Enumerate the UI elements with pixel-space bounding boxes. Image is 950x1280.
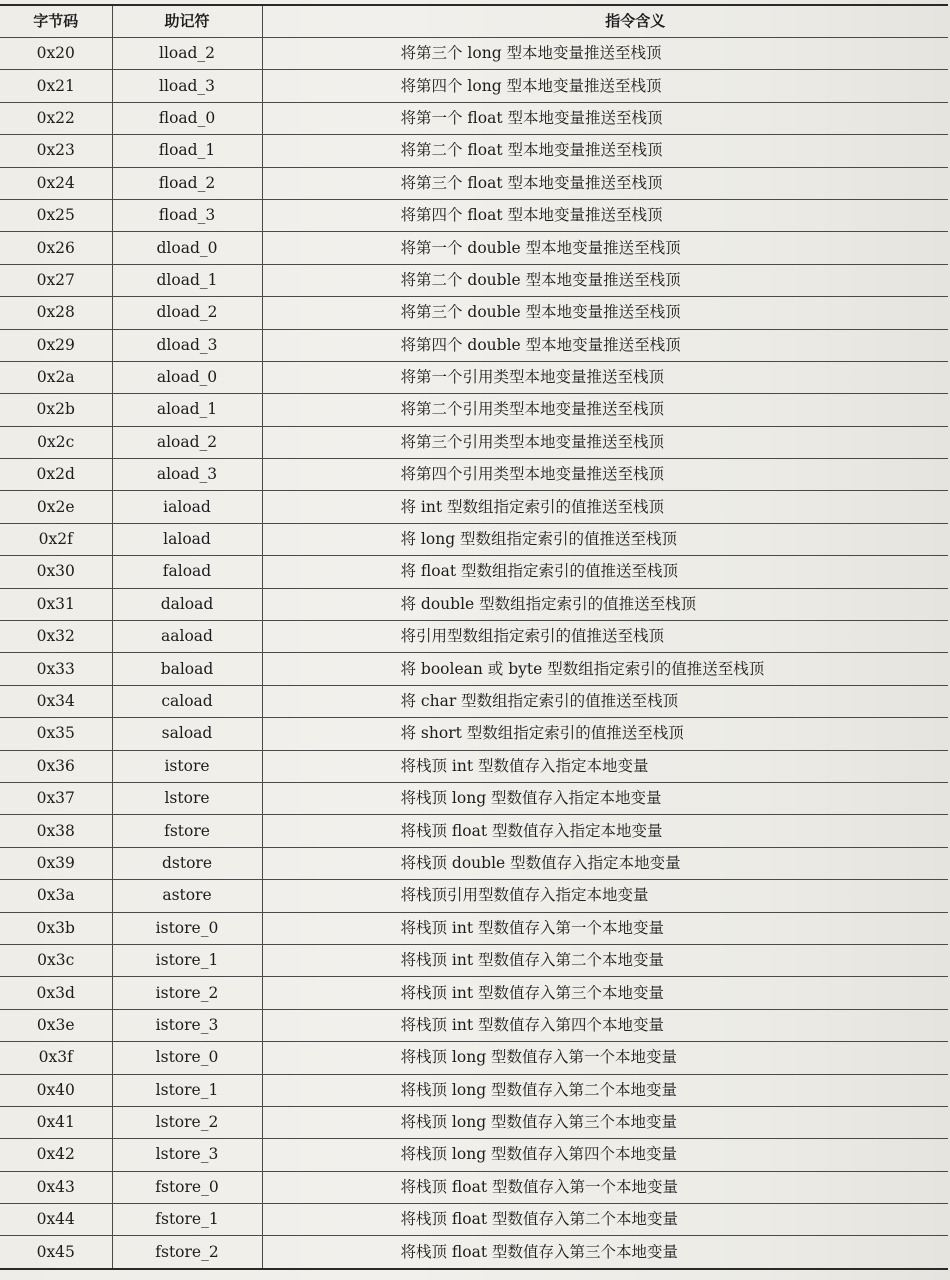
- mnemonic-cell: istore: [112, 750, 262, 782]
- bytecode-cell: 0x20: [0, 38, 112, 70]
- mnemonic-cell: iaload: [112, 491, 262, 523]
- meaning-cell: 将栈顶 double 型数值存入指定本地变量: [262, 847, 948, 879]
- meaning-cell: 将栈顶 int 型数值存入第二个本地变量: [262, 944, 948, 976]
- mnemonic-cell: lstore_1: [112, 1074, 262, 1106]
- meaning-cell: 将第四个 long 型本地变量推送至栈顶: [262, 70, 948, 102]
- table-row: [0, 588, 948, 620]
- bytecode-cell: 0x44: [0, 1204, 112, 1236]
- table-row: [0, 167, 948, 199]
- bytecode-cell: 0x28: [0, 297, 112, 329]
- bytecode-cell: 0x3c: [0, 944, 112, 976]
- meaning-cell: 将栈顶 long 型数值存入第二个本地变量: [262, 1074, 948, 1106]
- table-row: [0, 264, 948, 296]
- meaning-cell: 将 int 型数组指定索引的值推送至栈顶: [262, 491, 948, 523]
- table-row: [0, 1009, 948, 1041]
- header-mnemonic: 助记符: [112, 5, 262, 38]
- bytecode-cell: 0x35: [0, 718, 112, 750]
- meaning-cell: 将第四个 float 型本地变量推送至栈顶: [262, 199, 948, 231]
- bytecode-cell: 0x2c: [0, 426, 112, 458]
- meaning-cell: 将第二个 float 型本地变量推送至栈顶: [262, 135, 948, 167]
- table-row: [0, 1042, 948, 1074]
- meaning-cell: 将第二个 double 型本地变量推送至栈顶: [262, 264, 948, 296]
- bytecode-cell: 0x33: [0, 653, 112, 685]
- table-row: [0, 361, 948, 393]
- bytecode-cell: 0x24: [0, 167, 112, 199]
- bytecode-cell: 0x3d: [0, 977, 112, 1009]
- meaning-cell: 将第三个 float 型本地变量推送至栈顶: [262, 167, 948, 199]
- meaning-cell: 将第四个 double 型本地变量推送至栈顶: [262, 329, 948, 361]
- bytecode-cell: 0x23: [0, 135, 112, 167]
- meaning-cell: 将栈顶 int 型数值存入指定本地变量: [262, 750, 948, 782]
- table-row: [0, 750, 948, 782]
- table-row: [0, 977, 948, 1009]
- mnemonic-cell: aaload: [112, 621, 262, 653]
- table-row: [0, 491, 948, 523]
- bytecode-cell: 0x3e: [0, 1009, 112, 1041]
- mnemonic-cell: fstore_0: [112, 1171, 262, 1203]
- meaning-cell: 将栈顶 int 型数值存入第一个本地变量: [262, 912, 948, 944]
- meaning-cell: 将 char 型数组指定索引的值推送至栈顶: [262, 685, 948, 717]
- bytecode-cell: 0x38: [0, 815, 112, 847]
- meaning-cell: 将第三个 double 型本地变量推送至栈顶: [262, 297, 948, 329]
- header-meaning: 指令含义: [262, 5, 948, 38]
- table-row: [0, 1236, 948, 1269]
- bytecode-cell: 0x37: [0, 782, 112, 814]
- mnemonic-cell: istore_2: [112, 977, 262, 1009]
- table-row: [0, 912, 948, 944]
- bytecode-cell: 0x2d: [0, 459, 112, 491]
- meaning-cell: 将 double 型数组指定索引的值推送至栈顶: [262, 588, 948, 620]
- table-row: [0, 1171, 948, 1203]
- mnemonic-cell: fstore_2: [112, 1236, 262, 1269]
- mnemonic-cell: dload_3: [112, 329, 262, 361]
- meaning-cell: 将栈顶引用型数值存入指定本地变量: [262, 880, 948, 912]
- meaning-cell: 将第四个引用类型本地变量推送至栈顶: [262, 459, 948, 491]
- bytecode-cell: 0x34: [0, 685, 112, 717]
- bytecode-cell: 0x21: [0, 70, 112, 102]
- table-row: [0, 815, 948, 847]
- mnemonic-cell: lstore_0: [112, 1042, 262, 1074]
- header-bytecode: 字节码: [0, 5, 112, 38]
- meaning-cell: 将 boolean 或 byte 型数组指定索引的值推送至栈顶: [262, 653, 948, 685]
- meaning-cell: 将栈顶 long 型数值存入第一个本地变量: [262, 1042, 948, 1074]
- meaning-cell: 将第一个 float 型本地变量推送至栈顶: [262, 102, 948, 134]
- mnemonic-cell: istore_1: [112, 944, 262, 976]
- table-row: [0, 232, 948, 264]
- meaning-cell: 将第一个 double 型本地变量推送至栈顶: [262, 232, 948, 264]
- table-header-row: [0, 5, 948, 38]
- table-row: [0, 782, 948, 814]
- bytecode-cell: 0x41: [0, 1106, 112, 1138]
- mnemonic-cell: istore_3: [112, 1009, 262, 1041]
- meaning-cell: 将栈顶 int 型数值存入第三个本地变量: [262, 977, 948, 1009]
- mnemonic-cell: aload_1: [112, 394, 262, 426]
- mnemonic-cell: baload: [112, 653, 262, 685]
- bytecode-cell: 0x2a: [0, 361, 112, 393]
- mnemonic-cell: fload_3: [112, 199, 262, 231]
- bytecode-cell: 0x3b: [0, 912, 112, 944]
- mnemonic-cell: lstore_2: [112, 1106, 262, 1138]
- mnemonic-cell: laload: [112, 523, 262, 555]
- mnemonic-cell: daload: [112, 588, 262, 620]
- meaning-cell: 将栈顶 long 型数值存入第三个本地变量: [262, 1106, 948, 1138]
- mnemonic-cell: lstore: [112, 782, 262, 814]
- bytecode-cell: 0x39: [0, 847, 112, 879]
- meaning-cell: 将栈顶 long 型数值存入第四个本地变量: [262, 1139, 948, 1171]
- meaning-cell: 将第二个引用类型本地变量推送至栈顶: [262, 394, 948, 426]
- mnemonic-cell: saload: [112, 718, 262, 750]
- bytecode-cell: 0x2b: [0, 394, 112, 426]
- meaning-cell: 将栈顶 float 型数值存入第三个本地变量: [262, 1236, 948, 1269]
- table-row: [0, 135, 948, 167]
- bytecode-cell: 0x29: [0, 329, 112, 361]
- mnemonic-cell: aload_2: [112, 426, 262, 458]
- mnemonic-cell: lload_3: [112, 70, 262, 102]
- mnemonic-cell: fload_2: [112, 167, 262, 199]
- meaning-cell: 将栈顶 float 型数值存入第一个本地变量: [262, 1171, 948, 1203]
- bytecode-cell: 0x32: [0, 621, 112, 653]
- mnemonic-cell: istore_0: [112, 912, 262, 944]
- bytecode-cell: 0x26: [0, 232, 112, 264]
- opcode-table: [0, 4, 948, 1270]
- mnemonic-cell: caload: [112, 685, 262, 717]
- meaning-cell: 将栈顶 int 型数值存入第四个本地变量: [262, 1009, 948, 1041]
- table-row: [0, 685, 948, 717]
- table-row: [0, 523, 948, 555]
- table-row: [0, 102, 948, 134]
- table-row: [0, 199, 948, 231]
- mnemonic-cell: aload_3: [112, 459, 262, 491]
- mnemonic-cell: fstore_1: [112, 1204, 262, 1236]
- meaning-cell: 将引用型数组指定索引的值推送至栈顶: [262, 621, 948, 653]
- meaning-cell: 将 float 型数组指定索引的值推送至栈顶: [262, 556, 948, 588]
- mnemonic-cell: fload_1: [112, 135, 262, 167]
- mnemonic-cell: dload_2: [112, 297, 262, 329]
- table-row: [0, 1204, 948, 1236]
- bytecode-cell: 0x27: [0, 264, 112, 296]
- bytecode-cell: 0x3f: [0, 1042, 112, 1074]
- table-row: [0, 847, 948, 879]
- bytecode-cell: 0x43: [0, 1171, 112, 1203]
- meaning-cell: 将第三个 long 型本地变量推送至栈顶: [262, 38, 948, 70]
- table-row: [0, 38, 948, 70]
- table-row: [0, 1139, 948, 1171]
- meaning-cell: 将第三个引用类型本地变量推送至栈顶: [262, 426, 948, 458]
- bytecode-cell: 0x45: [0, 1236, 112, 1269]
- table-row: [0, 329, 948, 361]
- meaning-cell: 将 short 型数组指定索引的值推送至栈顶: [262, 718, 948, 750]
- bytecode-cell: 0x36: [0, 750, 112, 782]
- mnemonic-cell: lload_2: [112, 38, 262, 70]
- table-row: [0, 653, 948, 685]
- mnemonic-cell: aload_0: [112, 361, 262, 393]
- table-row: [0, 718, 948, 750]
- table-row: [0, 556, 948, 588]
- mnemonic-cell: dload_1: [112, 264, 262, 296]
- mnemonic-cell: fstore: [112, 815, 262, 847]
- meaning-cell: 将栈顶 float 型数值存入第二个本地变量: [262, 1204, 948, 1236]
- meaning-cell: 将第一个引用类型本地变量推送至栈顶: [262, 361, 948, 393]
- bytecode-cell: 0x42: [0, 1139, 112, 1171]
- bytecode-cell: 0x22: [0, 102, 112, 134]
- mnemonic-cell: dstore: [112, 847, 262, 879]
- bytecode-cell: 0x2e: [0, 491, 112, 523]
- table-row: [0, 70, 948, 102]
- table-row: [0, 944, 948, 976]
- bytecode-cell: 0x2f: [0, 523, 112, 555]
- meaning-cell: 将栈顶 long 型数值存入指定本地变量: [262, 782, 948, 814]
- bytecode-cell: 0x30: [0, 556, 112, 588]
- bytecode-cell: 0x40: [0, 1074, 112, 1106]
- table-row: [0, 1074, 948, 1106]
- bytecode-cell: 0x25: [0, 199, 112, 231]
- meaning-cell: 将 long 型数组指定索引的值推送至栈顶: [262, 523, 948, 555]
- mnemonic-cell: dload_0: [112, 232, 262, 264]
- table-row: [0, 621, 948, 653]
- table-row: [0, 880, 948, 912]
- table-row: [0, 426, 948, 458]
- bytecode-cell: 0x31: [0, 588, 112, 620]
- table-row: [0, 297, 948, 329]
- table-row: [0, 1106, 948, 1138]
- mnemonic-cell: lstore_3: [112, 1139, 262, 1171]
- mnemonic-cell: astore: [112, 880, 262, 912]
- mnemonic-cell: faload: [112, 556, 262, 588]
- mnemonic-cell: fload_0: [112, 102, 262, 134]
- table-row: [0, 459, 948, 491]
- bytecode-cell: 0x3a: [0, 880, 112, 912]
- table-row: [0, 394, 948, 426]
- meaning-cell: 将栈顶 float 型数值存入指定本地变量: [262, 815, 948, 847]
